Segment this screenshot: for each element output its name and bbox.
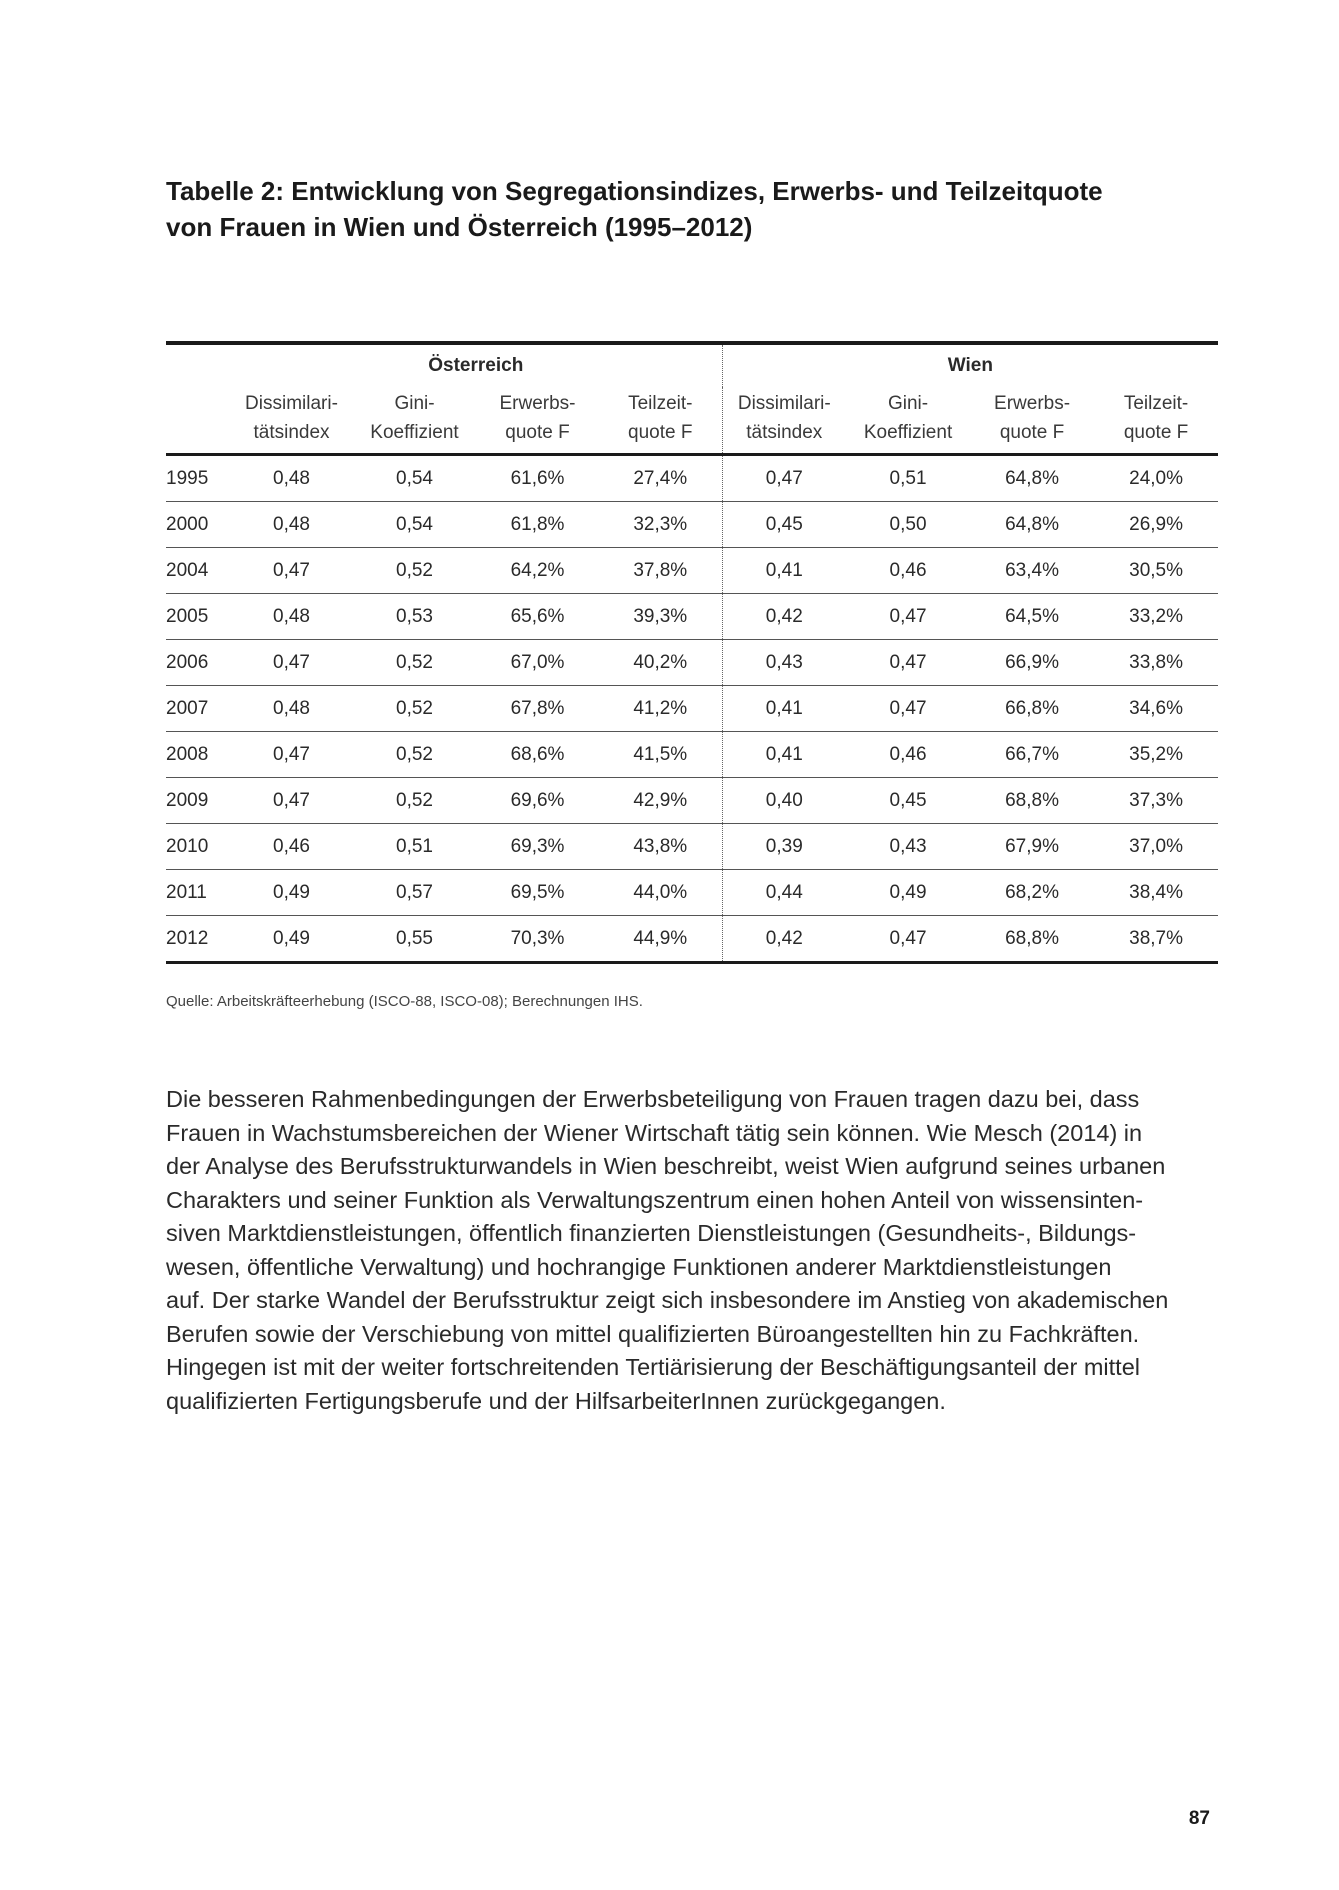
body-text-line: siven Marktdienstleistungen, öffentlich finanzierten Dienstleistungen (Gesundheits-, Bildungs-: [166, 1220, 1137, 1246]
table-title-line: von Frauen in Wien und Österreich (1995–2012): [166, 212, 753, 242]
value-cell: 41,2%: [599, 686, 722, 732]
value-cell: 0,47: [846, 594, 970, 640]
year-cell: 2008: [166, 732, 230, 778]
value-cell: 0,49: [846, 870, 970, 916]
value-cell: 0,47: [230, 640, 353, 686]
value-cell: 68,8%: [970, 916, 1094, 963]
value-cell: 44,0%: [599, 870, 722, 916]
value-cell: 0,50: [846, 502, 970, 548]
column-header: Erwerbs- quote F: [970, 387, 1094, 455]
body-text-line: qualifizierten Fertigungsberufe und der HilfsarbeiterInnen zurückgegangen.: [166, 1387, 946, 1414]
value-cell: 38,4%: [1094, 870, 1218, 916]
column-header: Teilzeit- quote F: [599, 387, 722, 455]
value-cell: 38,7%: [1094, 916, 1218, 963]
page-number: 87: [1188, 1808, 1210, 1829]
value-cell: 37,8%: [599, 548, 722, 594]
value-cell: 0,46: [846, 732, 970, 778]
table-row: [166, 548, 1218, 594]
table-row: [166, 778, 1218, 824]
value-cell: 0,57: [353, 870, 476, 916]
table-body: [166, 455, 1218, 963]
value-cell: 34,6%: [1094, 686, 1218, 732]
body-paragraph: [166, 1083, 1211, 1418]
value-cell: 37,0%: [1094, 824, 1218, 870]
value-cell: 70,3%: [476, 916, 599, 963]
body-text-line: wesen, öffentliche Verwaltung) und hochrangige Funktionen anderer Marktdienstleistungen: [166, 1253, 1112, 1280]
value-cell: 0,47: [230, 732, 353, 778]
value-cell: 67,8%: [476, 686, 599, 732]
table-row: [166, 640, 1218, 686]
year-cell: 2012: [166, 916, 230, 963]
value-cell: 66,9%: [970, 640, 1094, 686]
value-cell: 43,8%: [599, 824, 722, 870]
value-cell: 0,54: [353, 455, 476, 502]
value-cell: 40,2%: [599, 640, 722, 686]
value-cell: 67,0%: [476, 640, 599, 686]
value-cell: 0,40: [722, 778, 846, 824]
table-column-header-row: [166, 387, 1218, 455]
value-cell: 61,6%: [476, 455, 599, 502]
value-cell: 68,8%: [970, 778, 1094, 824]
year-cell: 2009: [166, 778, 230, 824]
value-cell: 0,51: [846, 455, 970, 502]
year-cell: 2000: [166, 502, 230, 548]
value-cell: 0,52: [353, 686, 476, 732]
value-cell: 67,9%: [970, 824, 1094, 870]
column-header: Gini- Koeffizient: [353, 387, 476, 455]
value-cell: 37,3%: [1094, 778, 1218, 824]
value-cell: 65,6%: [476, 594, 599, 640]
data-table-container: [166, 341, 1209, 964]
body-text-line: Berufen sowie der Verschiebung von mittel qualifizierten Büroangestellten hin zu Fachkräften.: [166, 1320, 1140, 1347]
value-cell: 0,44: [722, 870, 846, 916]
value-cell: 64,2%: [476, 548, 599, 594]
value-cell: 0,48: [230, 686, 353, 732]
value-cell: 0,48: [230, 594, 353, 640]
table-row: [166, 824, 1218, 870]
value-cell: 0,41: [722, 732, 846, 778]
year-cell: 2005: [166, 594, 230, 640]
value-cell: 0,52: [353, 732, 476, 778]
column-header: Dissimilari- tätsindex: [230, 387, 353, 455]
body-text-line: Charakters und seiner Funktion als Verwaltungszentrum einen hohen Anteil von wissensinten-: [166, 1186, 1144, 1213]
value-cell: 0,47: [722, 455, 846, 502]
value-cell: 0,53: [353, 594, 476, 640]
table-row: [166, 502, 1218, 548]
table-row: [166, 455, 1218, 502]
value-cell: 33,8%: [1094, 640, 1218, 686]
value-cell: 0,46: [846, 548, 970, 594]
value-cell: 0,42: [722, 916, 846, 963]
table-row: [166, 916, 1218, 963]
body-text-line: auf. Der starke Wandel der Berufsstruktur zeigt sich insbesondere im Anstieg von akademischen: [166, 1287, 1169, 1313]
value-cell: 0,45: [722, 502, 846, 548]
year-cell: 2010: [166, 824, 230, 870]
value-cell: 0,41: [722, 686, 846, 732]
table-row: [166, 594, 1218, 640]
year-column-header: [166, 387, 230, 455]
value-cell: 69,6%: [476, 778, 599, 824]
value-cell: 0,49: [230, 916, 353, 963]
value-cell: 69,5%: [476, 870, 599, 916]
value-cell: 64,8%: [970, 502, 1094, 548]
segregation-table: [166, 341, 1218, 964]
value-cell: 0,52: [353, 640, 476, 686]
value-cell: 35,2%: [1094, 732, 1218, 778]
value-cell: 24,0%: [1094, 455, 1218, 502]
value-cell: 0,47: [846, 916, 970, 963]
body-text-line: der Analyse des Berufsstrukturwandels in Wien beschreibt, weist Wien aufgrund seines urbanen: [166, 1153, 1166, 1179]
value-cell: 0,45: [846, 778, 970, 824]
value-cell: 30,5%: [1094, 548, 1218, 594]
value-cell: 0,43: [846, 824, 970, 870]
value-cell: 0,47: [230, 778, 353, 824]
table-row: [166, 732, 1218, 778]
group-header-wien: Wien: [722, 343, 1218, 387]
value-cell: 68,2%: [970, 870, 1094, 916]
value-cell: 27,4%: [599, 455, 722, 502]
value-cell: 0,46: [230, 824, 353, 870]
value-cell: 0,48: [230, 502, 353, 548]
column-header: Teilzeit- quote F: [1094, 387, 1218, 455]
column-header: Gini- Koeffizient: [846, 387, 970, 455]
value-cell: 0,41: [722, 548, 846, 594]
value-cell: 39,3%: [599, 594, 722, 640]
group-header-oesterreich: Österreich: [230, 343, 722, 387]
table-row: [166, 686, 1218, 732]
year-cell: 2007: [166, 686, 230, 732]
value-cell: 0,48: [230, 455, 353, 502]
value-cell: 41,5%: [599, 732, 722, 778]
value-cell: 0,55: [353, 916, 476, 963]
body-text-line: Hingegen ist mit der weiter fortschreitenden Tertiärisierung der Beschäftigungsanteil der mittel: [166, 1354, 1140, 1380]
year-cell: 2004: [166, 548, 230, 594]
value-cell: 0,51: [353, 824, 476, 870]
value-cell: 32,3%: [599, 502, 722, 548]
value-cell: 44,9%: [599, 916, 722, 963]
year-cell: 2011: [166, 870, 230, 916]
table-group-header-row: [166, 343, 1218, 387]
value-cell: 42,9%: [599, 778, 722, 824]
value-cell: 26,9%: [1094, 502, 1218, 548]
table-title-line: Tabelle 2: Entwicklung von Segregationsindizes, Erwerbs- und Teilzeitquote: [166, 176, 1103, 206]
column-header: Erwerbs- quote F: [476, 387, 599, 455]
value-cell: 33,2%: [1094, 594, 1218, 640]
value-cell: 66,7%: [970, 732, 1094, 778]
value-cell: 0,47: [846, 640, 970, 686]
column-header: Dissimilari- tätsindex: [722, 387, 846, 455]
value-cell: 0,43: [722, 640, 846, 686]
value-cell: 68,6%: [476, 732, 599, 778]
source-note: Quelle: Arbeitskräfteerhebung (ISCO-88, ISCO-08); Berechnungen IHS.: [166, 993, 643, 1010]
value-cell: 66,8%: [970, 686, 1094, 732]
value-cell: 69,3%: [476, 824, 599, 870]
value-cell: 0,47: [230, 548, 353, 594]
value-cell: 0,42: [722, 594, 846, 640]
value-cell: 0,39: [722, 824, 846, 870]
table-title: [166, 173, 1216, 245]
value-cell: 64,5%: [970, 594, 1094, 640]
value-cell: 0,54: [353, 502, 476, 548]
value-cell: 64,8%: [970, 455, 1094, 502]
value-cell: 0,52: [353, 778, 476, 824]
year-group-header: [166, 343, 230, 387]
year-cell: 2006: [166, 640, 230, 686]
value-cell: 61,8%: [476, 502, 599, 548]
value-cell: 0,52: [353, 548, 476, 594]
table-row: [166, 870, 1218, 916]
value-cell: 0,49: [230, 870, 353, 916]
body-text-line: Die besseren Rahmenbedingungen der Erwerbsbeteiligung von Frauen tragen dazu bei, dass: [166, 1086, 1140, 1112]
value-cell: 63,4%: [970, 548, 1094, 594]
year-cell: 1995: [166, 455, 230, 502]
body-text-line: Frauen in Wachstumsbereichen der Wiener Wirtschaft tätig sein können. Wie Mesch (2014) in: [166, 1119, 1143, 1146]
value-cell: 0,47: [846, 686, 970, 732]
